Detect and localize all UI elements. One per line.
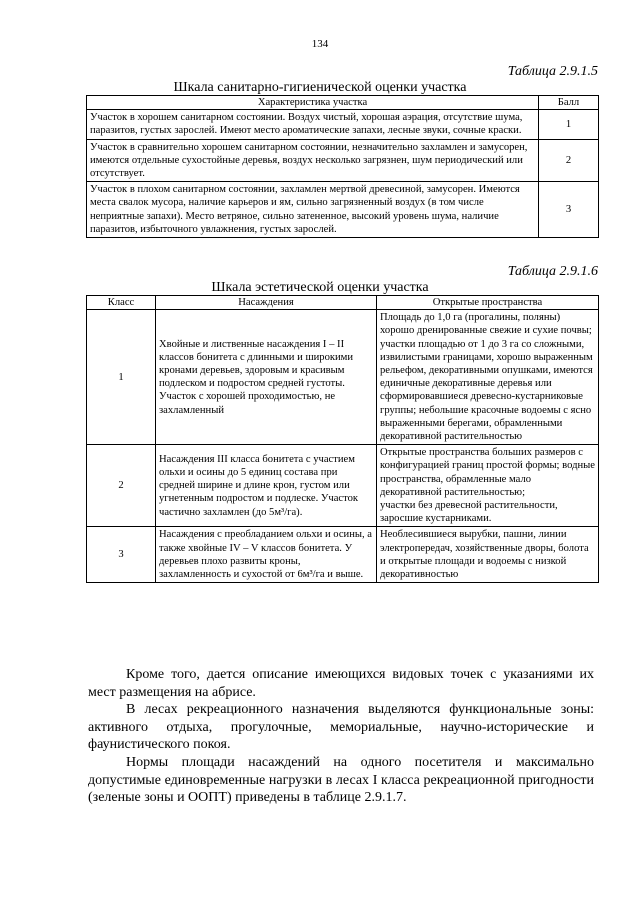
plantings-cell: Хвойные и лиственные насаждения I – II классов бонитета с длинными и широкими кронами деревьев, здоровым и красивым подлеском и подростом средней густоты. Участок с хорошей проходимостью, не захламленный [156,310,377,445]
paragraph: Нормы площади насаждений на одного посетителя и максимально допустимые единовременные нагрузки в лесах I класса рекреационной пригодности (зеленые зоны и ООПТ) приведены в таблице 2.9.1.7. [88,754,594,806]
table1-title: Шкала санитарно-гигиенической оценки участка [173,80,467,95]
table-row [87,110,599,139]
table-row [87,139,599,182]
score-cell: 1 [539,110,599,139]
header-class: Класс [87,296,156,310]
sanitary-scale-table [86,95,599,238]
table-row [87,310,599,445]
table-header-row [87,96,599,110]
score-cell: 3 [539,182,599,238]
plantings-cell: Насаждения III класса бонитета с участием ольхи и осины до 5 единиц состава при средней ширине и длине крон, густом или угнетенным подростом и подлеске. Участок частично захламлен (до 5м³/га). [156,445,377,527]
class-cell: 2 [87,445,156,527]
paragraph: Кроме того, дается описание имеющихся видовых точек с указаниями их мест размещения на абрисе. [88,667,594,700]
table2-label: Таблица 2.9.1.6 [507,264,598,279]
score-cell: 2 [539,139,599,182]
table1-label: Таблица 2.9.1.5 [507,64,598,79]
header-score: Балл [539,96,599,110]
table-row [87,445,599,527]
table2-title: Шкала эстетической оценки участка [211,280,429,295]
header-characteristic: Характеристика участка [87,96,539,110]
header-open-spaces: Открытые пространства [377,296,599,310]
characteristic-cell: Участок в сравнительно хорошем санитарном состоянии, незначительно захламлен и замусорен, имеются отдельные сухостойные деревья, воздух несколько загрязнен, шум периодический или отсутствует. [87,139,539,182]
table-header-row [87,296,599,310]
open-spaces-cell: Необлесившиеся вырубки, пашни, линии электропередач, хозяйственные дворы, болота и открытые площади и водоемы с низкой декоративностью [377,527,599,583]
class-cell: 1 [87,310,156,445]
characteristic-cell: Участок в плохом санитарном состоянии, захламлен мертвой древесиной, замусорен. Имеются места свалок мусора, наличие карьеров и ям, сильно загрязненный воздух (в том числе неприятные запахи). Место ветряное, сильно затененное, высокий уровень шума, наличие паразитов, избыточного увлажнения, густых зарослей. [87,182,539,238]
aesthetic-scale-table [86,295,599,583]
plantings-cell: Насаждения с преобладанием ольхи и осины, а также хвойные IV – V классов бонитета. У деревьев плохо развиты кроны, захламленность и сухостой от 6м³/га и выше. [156,527,377,583]
class-cell: 3 [87,527,156,583]
table-row [87,527,599,583]
header-plantings: Насаждения [156,296,377,310]
open-spaces-cell: Открытые пространства больших размеров с конфигурацией границ простой формы; водные пространства, обрамленные мало декоративной растительностью; участки без древесной растительности, заросшие кустарниками. [377,445,599,527]
characteristic-cell: Участок в хорошем санитарном состоянии. Воздух чистый, хорошая аэрация, отсутствие шума, паразитов, густых зарослей. Имеют место ароматические запахи, лесные звуки, сочные краски. [87,110,539,139]
paragraph: В лесах рекреационного назначения выделяются функциональные зоны: активного отдыха, прогулочные, мемориальные, научно-исторические и фаунистического покоя. [88,702,594,753]
page-number: 134 [311,38,329,50]
table-row [87,182,599,238]
body-text [88,666,594,807]
open-spaces-cell: Площадь до 1,0 га (прогалины, поляны) хорошо дренированные свежие и сухие почвы; участки площадью от 1 до 3 га со сложными, извилистыми границами, хорошо выраженным рельефом, декоративными опушками, имеются единичные декоративные деревья или сформировавшиеся древесно-кустарниковые группы; небольшие красочные водоемы с ясно выраженными берегами, обрамленными декоративной растительностью [377,310,599,445]
